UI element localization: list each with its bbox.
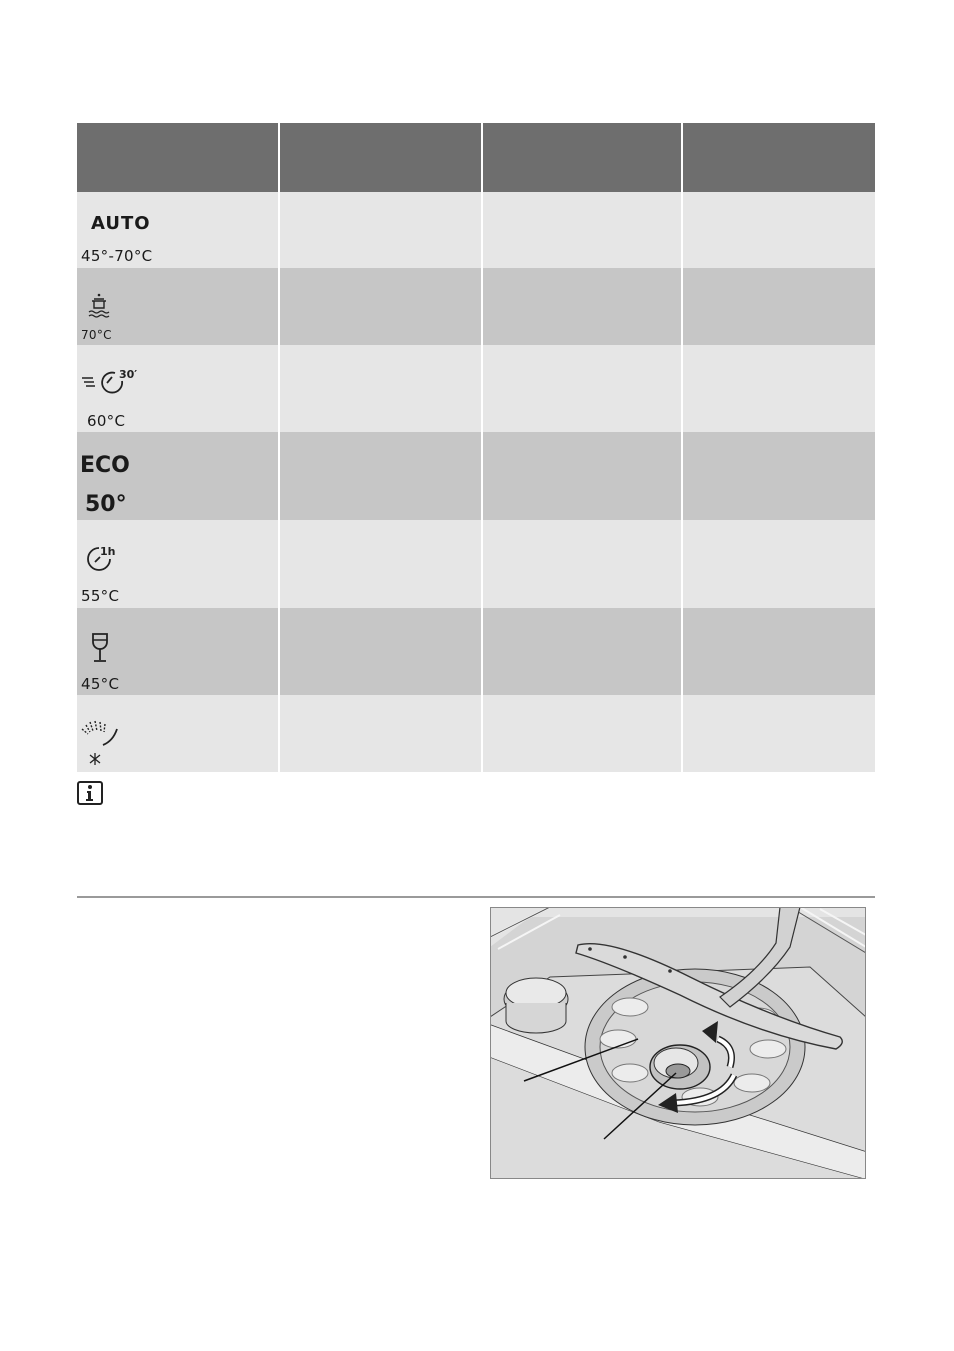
quick-30-label: 30′ [119,368,138,381]
table-cell [483,432,682,520]
program-cell-rinse [77,695,278,772]
program-temp: 70°C [81,328,112,342]
one-hour-icon [86,544,118,574]
header-cell [483,123,682,192]
table-cell [683,192,875,268]
header-cell [683,123,875,192]
program-temp: 60°C [87,412,126,430]
header-cell [77,123,278,192]
quick-30-icon [81,367,139,397]
table-cell [683,432,875,520]
table-cell [280,192,481,268]
program-cell-intensive [77,268,278,345]
info-icon [77,781,103,805]
program-label-eco: ECO [80,453,130,478]
table-cell [280,345,481,432]
rinse-icon [81,719,121,767]
program-temp: 45°C [81,675,120,693]
section-divider [77,896,875,898]
program-cell-auto [77,192,278,268]
header-cell [280,123,481,192]
table-header-row [77,123,875,192]
one-hour-label: 1h [100,545,116,558]
program-label-auto: AUTO [91,213,151,234]
table-cell [280,695,481,772]
program-table [77,123,875,772]
table-cell [483,608,682,695]
table-cell [483,268,682,345]
table-cell [483,520,682,608]
pot-icon [86,293,112,319]
table-cell [683,695,875,772]
table-cell [483,345,682,432]
table-row [77,520,875,608]
table-row [77,345,875,432]
table-cell [683,345,875,432]
table-cell [683,268,875,345]
glass-icon [90,633,110,663]
table-cell [280,432,481,520]
table-cell [683,520,875,608]
table-cell [280,268,481,345]
program-cell-eco [77,432,278,520]
table-cell [483,192,682,268]
table-cell [280,520,481,608]
program-label-eco-temp: 50° [85,492,127,517]
program-temp: 55°C [81,587,120,605]
dishwasher-filter-illustration [490,907,866,1179]
program-cell-glass [77,608,278,695]
table-cell [683,608,875,695]
table-row [77,695,875,772]
table-row [77,608,875,695]
table-row [77,192,875,268]
table-cell [483,695,682,772]
program-cell-quick [77,345,278,432]
table-cell [280,608,481,695]
program-cell-1h [77,520,278,608]
program-temp: 45°-70°C [81,247,153,265]
table-row [77,432,875,520]
table-row [77,268,875,345]
